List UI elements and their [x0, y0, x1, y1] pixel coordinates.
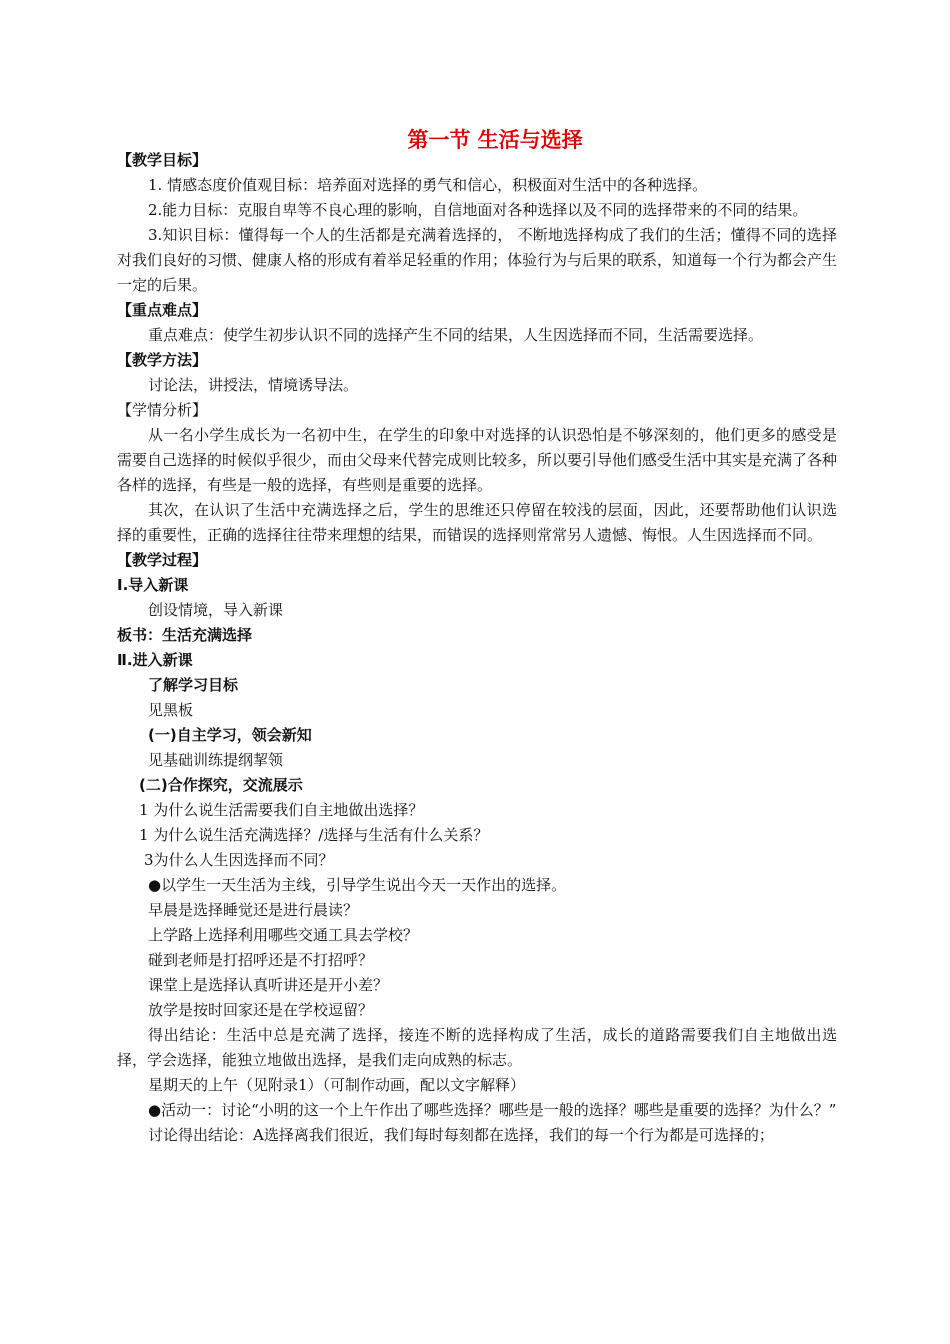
choice-5: 放学是按时回家还是在学校逗留？ — [148, 1001, 374, 1019]
sub-1-text: 见基础训练提纲挈领 — [148, 751, 284, 769]
step-1-text: 创设情境，导入新课 — [148, 601, 284, 619]
step-1-heading: Ⅰ.导入新课 — [117, 576, 189, 594]
choice-3: 碰到老师是打招呼还是不打招呼？ — [148, 951, 374, 969]
board-heading: 板书：生活充满选择 — [117, 626, 253, 644]
key-heading: 【重点难点】 — [117, 301, 208, 319]
sub-1-heading: (一)自主学习，领会新知 — [148, 726, 312, 744]
document-body — [117, 148, 837, 1148]
step-2-heading: Ⅱ.进入新课 — [117, 651, 193, 669]
choice-1: 早晨是选择睡觉还是进行晨读？ — [148, 901, 359, 919]
analysis-paragraph-2: 其次，在认识了生活中充满选择之后，学生的思维还只停留在较浅的层面，因此，还要帮助他们认识选择的重要性，正确的选择往往带来理想的结果，而错误的选择则常常另人遗憾、悔恨。人生因选择而不同。 — [117, 501, 837, 544]
question-2: 1 为什么说生活充满选择？/选择与生活有什么关系？ — [139, 826, 489, 844]
sub-2-heading: (二)合作探究，交流展示 — [139, 776, 303, 794]
process-heading: 【教学过程】 — [117, 551, 208, 569]
conclusion: 得出结论：生活中总是充满了选择，接连不断的选择构成了生活，成长的道路需要我们自主地做出选择，学会选择，能独立地做出选择，是我们走向成熟的标志。 — [117, 1026, 837, 1069]
goal-3: 3.知识目标：懂得每一个人的生活都是充满着选择的， 不断地选择构成了我们的生活；懂得不同的选择对我们良好的习惯、健康人格的形成有着举足轻重的作用；体验行为与后果的联系，知道每一个行为都会产生一定的后果。 — [117, 226, 838, 294]
page-title: 第一节 生活与选择 — [407, 128, 583, 152]
blackboard-text: 见黑板 — [148, 701, 194, 719]
analysis-heading: 【学情分析】 — [117, 401, 208, 419]
bullet-1: ●以学生一天生活为主线，引导学生说出今天一天作出的选择。 — [148, 876, 567, 894]
goal-1: 1. 情感态度价值观目标：培养面对选择的勇气和信心，积极面对生活中的各种选择。 — [148, 176, 708, 194]
discussion-conclusion: 讨论得出结论：A选择离我们很近，我们每时每刻都在选择，我们的每一个行为都是可选择的； — [148, 1126, 774, 1144]
question-1: 1 为什么说生活需要我们自主地做出选择？ — [139, 801, 424, 819]
method-text: 讨论法，讲授法，情境诱导法。 — [148, 376, 359, 394]
choice-2: 上学路上选择利用哪些交通工具去学校？ — [148, 926, 419, 944]
sunday-text: 星期天的上午（见附录1）（可制作动画，配以文字解释） — [148, 1076, 526, 1094]
key-text: 重点难点：使学生初步认识不同的选择产生不同的结果，人生因选择而不同，生活需要选择。 — [148, 326, 764, 344]
choice-4: 课堂上是选择认真听讲还是开小差？ — [148, 976, 389, 994]
question-3: 3为什么人生因选择而不同？ — [144, 851, 334, 869]
method-heading: 【教学方法】 — [117, 351, 208, 369]
analysis-paragraph-1: 从一名小学生成长为一名初中生，在学生的印象中对选择的认识恐怕是不够深刻的，他们更多的感受是需要自己选择的时候似乎很少，而由父母来代替完成则比较多，所以要引导他们感受生活中其实是充满了各种各样的选择，有些是一般的选择，有些则是重要的选择。 — [117, 426, 838, 494]
goals-heading: 【教学目标】 — [117, 151, 208, 169]
activity-1: ●活动一：讨论“小明的这一个上午作出了哪些选择？哪些是一般的选择？哪些是重要的选择？为什么？” — [148, 1101, 837, 1119]
understand-heading: 了解学习目标 — [148, 676, 239, 694]
goal-2: 2.能力目标：克服自卑等不良心理的影响，自信地面对各种选择以及不同的选择带来的不同的结果。 — [148, 201, 808, 219]
